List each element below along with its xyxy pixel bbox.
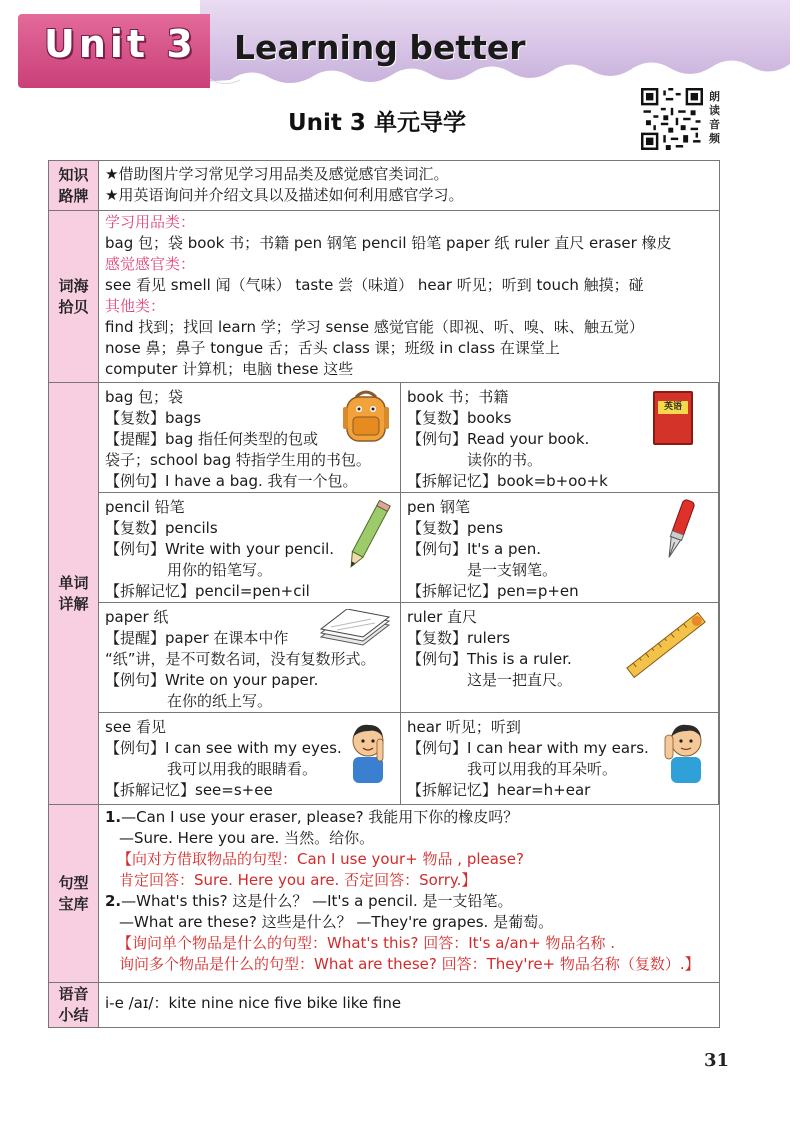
pattern-note: 询问多个物品是什么的句型：What are these? 回答：They're+ 物品名称（复数）.】 <box>119 955 700 973</box>
goals-label: 知识路牌 <box>49 161 99 210</box>
pattern-note: 【向对方借取物品的句型：Can I use your+ 物品 , please? <box>117 850 524 868</box>
word-memory: 【拆解记忆】book=b+oo+k <box>407 472 608 490</box>
vocab-label: 词海拾贝 <box>49 211 99 382</box>
word-example: 【例句】I have a bag. 我有一个包。 <box>105 472 358 490</box>
word-memory: 【拆解记忆】pencil=pen+cil <box>105 582 310 600</box>
patterns-row <box>49 805 719 983</box>
unit-title: Learning better <box>234 28 526 67</box>
page-number: 31 <box>704 1050 730 1071</box>
vocab-content <box>105 212 713 380</box>
unit-guide-table <box>48 160 720 1028</box>
goals-content <box>105 164 713 206</box>
ruler-icon <box>623 609 709 681</box>
unit-label: Unit 3 <box>44 22 197 66</box>
word-headword: hear 听见；听到 <box>407 718 521 736</box>
word-note: 【提醒】paper 在课本中作 <box>105 629 289 647</box>
word-memory: 【拆解记忆】hear=h+ear <box>407 781 591 799</box>
word-translation: 我可以用我的眼睛看。 <box>167 760 318 778</box>
fountain-pen-icon <box>659 497 699 563</box>
word-example: 【例句】I can see with my eyes. <box>105 739 342 757</box>
word-memory: 【拆解记忆】pen=p+en <box>407 582 579 600</box>
word-headword: ruler 直尺 <box>407 608 478 626</box>
vocab-line: computer 计算机；电脑 these 这些 <box>105 360 354 378</box>
pattern-text: —Can I use your eraser, please? 我能用下你的橡皮吗？ <box>121 808 519 826</box>
vocab-category: 其他类： <box>105 297 166 315</box>
pattern-line <box>105 807 713 828</box>
words-label: 单词详解 <box>49 383 99 804</box>
vocab-line: see 看见 smell 闻（气味） taste 尝（味道） hear 听见；听到 touch 触摸；碰 <box>105 276 644 294</box>
word-card-pen <box>401 493 719 603</box>
word-example: 【例句】Write with your pencil. <box>105 540 335 558</box>
phonics-row <box>49 983 719 1027</box>
vocab-line: bag 包；袋 book 书；书籍 pen 钢笔 pencil 铅笔 paper 纸 ruler 直尺 eraser 橡皮 <box>105 234 672 252</box>
word-card-paper <box>99 603 401 713</box>
word-plural: 【复数】pencils <box>105 519 218 537</box>
word-grid <box>99 383 719 804</box>
word-translation: 我可以用我的耳朵听。 <box>467 760 618 778</box>
vocab-line: nose 鼻；鼻子 tongue 舌；舌头 class 课；班级 in class 在课堂上 <box>105 339 560 357</box>
word-card-pencil <box>99 493 401 603</box>
pattern-note: 肯定回答：Sure. Here you are. 否定回答：Sorry.】 <box>119 871 477 889</box>
word-card-bag <box>99 383 401 493</box>
patterns-label: 句型宝库 <box>49 805 99 982</box>
word-card-book <box>401 383 719 493</box>
word-example: 【例句】This is a ruler. <box>407 650 572 668</box>
word-headword: book 书；书籍 <box>407 388 509 406</box>
word-plural: 【复数】books <box>407 409 512 427</box>
unit-banner <box>0 0 800 92</box>
boy-pointing-eye-icon <box>345 717 391 783</box>
goal-line: ★用英语询问并介绍文具以及描述如何利用感官学习。 <box>105 186 464 204</box>
word-plural: 【复数】rulers <box>407 629 511 647</box>
word-plural: 【复数】pens <box>407 519 504 537</box>
words-row <box>49 383 719 805</box>
vocab-category: 学习用品类： <box>105 213 196 231</box>
pattern-note: 【询问单个物品是什么的句型：What's this? 回答：It's a/an+ 物品名称 . <box>117 934 616 952</box>
phonics-line: i-e /aɪ/：kite nine nice five bike like fine <box>105 994 402 1012</box>
word-example: 【例句】It's a pen. <box>407 540 541 558</box>
phonics-label: 语音小结 <box>49 983 99 1027</box>
word-plural: 【复数】bags <box>105 409 202 427</box>
phonics-content <box>105 993 713 1014</box>
vocab-line: find 找到；找回 learn 学；学习 sense 感觉官能（即视、听、嗅、味、触五觉） <box>105 318 644 336</box>
word-translation: 在你的纸上写。 <box>167 692 273 710</box>
textbook-icon <box>653 391 693 445</box>
word-note: 袋子；school bag 特指学生用的书包。 <box>105 451 371 469</box>
qr-code-icon[interactable] <box>641 88 703 150</box>
pattern-line: —What are these? 这些是什么？ —They're grapes. 是葡萄。 <box>119 913 554 931</box>
word-headword: bag 包；袋 <box>105 388 184 406</box>
word-headword: paper 纸 <box>105 608 169 626</box>
word-translation: 是一支钢笔。 <box>467 561 558 579</box>
word-note: “纸”讲，是不可数名词，没有复数形式。 <box>105 650 376 668</box>
vocab-category: 感觉感官类： <box>105 255 196 273</box>
pencil-icon <box>345 497 391 573</box>
word-example: 【例句】Write on your paper. <box>105 671 319 689</box>
goal-line: ★借助图片学习常见学习用品类及感觉感官类词汇。 <box>105 165 449 183</box>
patterns-content <box>105 807 713 975</box>
word-card-ruler <box>401 603 719 713</box>
pattern-text: —What's this? 这是什么？ —It's a pencil. 是一支铅笔。 <box>121 892 513 910</box>
vocab-row <box>49 211 719 383</box>
word-translation: 用你的铅笔写。 <box>167 561 273 579</box>
backpack-icon <box>341 387 391 445</box>
pattern-number: 1. <box>105 808 122 826</box>
pattern-number: 2. <box>105 892 122 910</box>
word-note: 【提醒】bag 指任何类型的包或 <box>105 430 319 448</box>
word-memory: 【拆解记忆】see=s+ee <box>105 781 273 799</box>
page-title: Unit 3 单元导学 <box>288 110 466 136</box>
word-card-hear <box>401 713 719 805</box>
pattern-line <box>105 891 713 912</box>
book-cover-label: 英语 <box>658 401 688 414</box>
word-headword: pen 钢笔 <box>407 498 471 516</box>
boy-cupping-ear-icon <box>663 717 709 783</box>
word-headword: see 看见 <box>105 718 167 736</box>
word-translation: 读你的书。 <box>467 451 543 469</box>
word-headword: pencil 铅笔 <box>105 498 185 516</box>
audio-label: 朗读音频 <box>709 90 720 145</box>
word-translation: 这是一把直尺。 <box>467 671 573 689</box>
word-example: 【例句】Read your book. <box>407 430 590 448</box>
goals-row <box>49 161 719 211</box>
word-example: 【例句】I can hear with my ears. <box>407 739 649 757</box>
pattern-line: —Sure. Here you are. 当然。给你。 <box>119 829 375 847</box>
paper-stack-icon <box>317 609 391 649</box>
word-card-see <box>99 713 401 805</box>
